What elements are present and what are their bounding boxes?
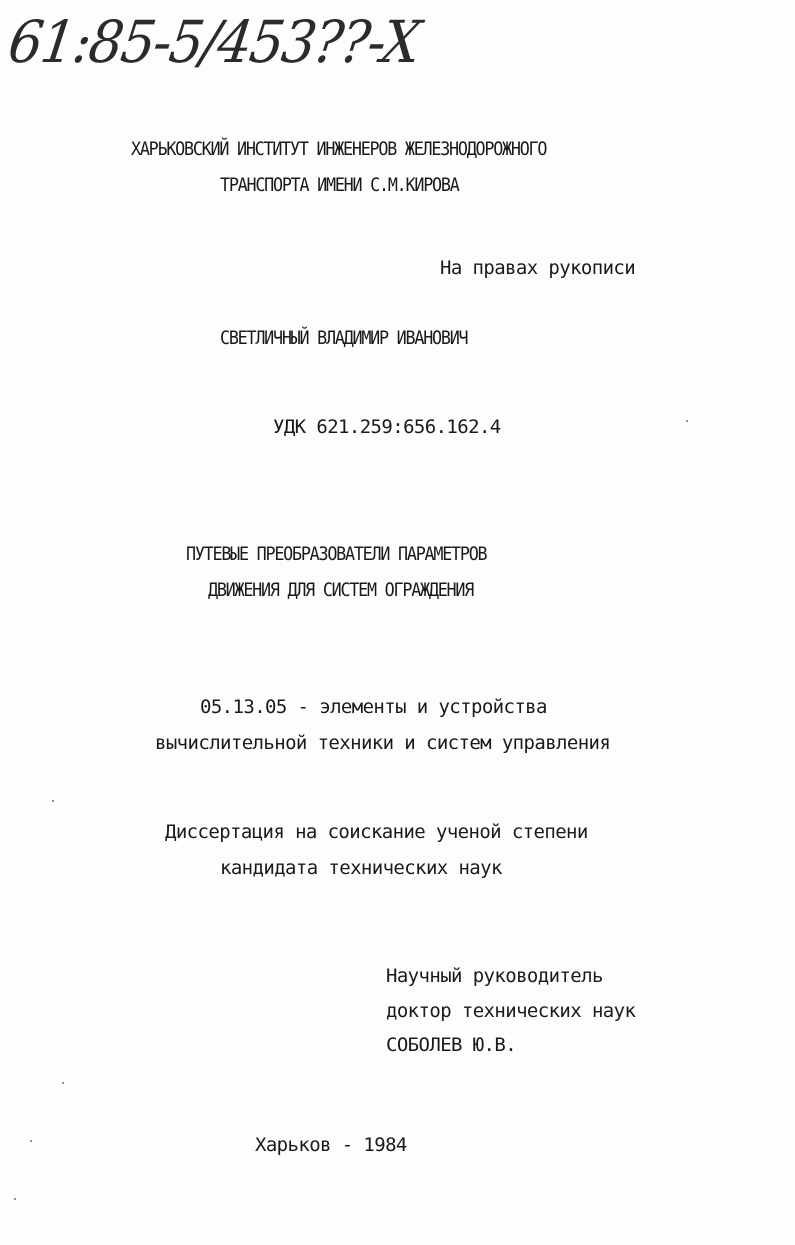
manuscript-note: На правах рукописи xyxy=(440,257,636,279)
supervisor-degree: доктор технических наук xyxy=(386,1000,636,1022)
thesis-title-line-2: ДВИЖЕНИЯ ДЛЯ СИСТЕМ ОГРАЖДЕНИЯ xyxy=(208,579,474,601)
specialty-line-1: 05.13.05 - элементы и устройства xyxy=(200,696,547,718)
scan-speck xyxy=(52,800,54,802)
scan-speck xyxy=(14,1198,16,1200)
handwritten-catalog-number: 61:85-5/453??-X xyxy=(4,8,424,76)
supervisor-label: Научный руководитель xyxy=(386,965,603,987)
scan-speck xyxy=(686,420,688,422)
degree-line-2: кандидата технических наук xyxy=(220,857,502,879)
institution-line-2: ТРАНСПОРТА ИМЕНИ С.М.КИРОВА xyxy=(220,174,459,196)
specialty-line-2: вычислительной техники и систем управления xyxy=(155,732,611,754)
udc-code: УДК 621.259:656.162.4 xyxy=(273,416,501,438)
degree-line-1: Диссертация на соискание ученой степени xyxy=(165,821,588,843)
thesis-title-line-1: ПУТЕВЫЕ ПРЕОБРАЗОВАТЕЛИ ПАРАМЕТРОВ xyxy=(186,543,487,565)
author-name: СВЕТЛИЧНЫЙ ВЛАДИМИР ИВАНОВИЧ xyxy=(220,327,468,349)
place-year: Харьков - 1984 xyxy=(255,1134,407,1156)
scan-speck xyxy=(30,1140,32,1142)
supervisor-name: СОБОЛЕВ Ю.В. xyxy=(386,1034,517,1056)
scan-speck xyxy=(62,1082,64,1084)
institution-line-1: ХАРЬКОВСКИЙ ИНСТИТУТ ИНЖЕНЕРОВ ЖЕЛЕЗНОДОРОЖНОГО xyxy=(131,138,547,160)
